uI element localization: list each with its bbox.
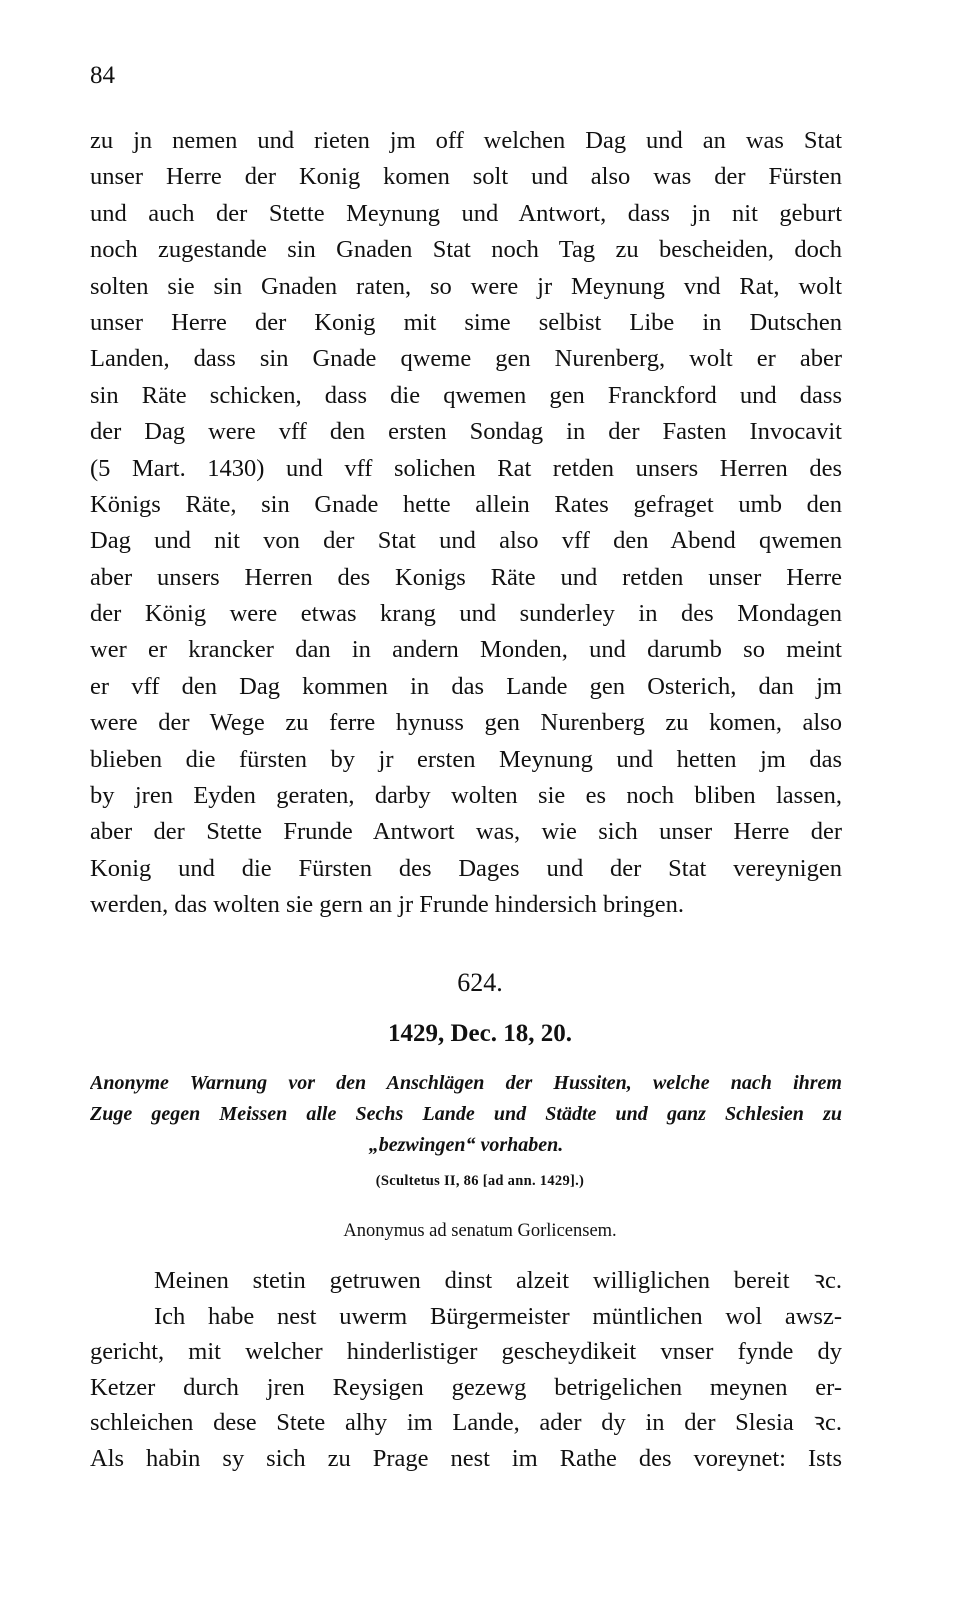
regest-line: Anonyme Warnung vor den Anschlägen der Hussiten, welche nach ihrem	[90, 1072, 842, 1094]
text-line: gericht, mit welcher hinderlistiger gescheydikeit vnser fynde dy	[90, 1338, 842, 1365]
document-date: 1429, Dec. 18, 20.	[388, 1020, 572, 1047]
text-line: Konig und die Fürsten des Dages und der Stat vereynigen	[90, 854, 842, 882]
document-number: 624.	[457, 968, 503, 997]
text-line: schleichen dese Stete alhy im Lande, ader dy in der Slesia ꝛc.	[90, 1409, 842, 1436]
text-line: were der Wege zu ferre hynuss gen Nurenberg zu komen, also	[90, 709, 842, 737]
text-line: aber der Stette Frunde Antwort was, wie sich unser Herre der	[90, 818, 842, 846]
text-line: (5 Mart. 1430) und vff solichen Rat retden unsers Herren des	[90, 454, 842, 482]
text-line: Als habin sy sich zu Prage nest im Rathe des voreynet: Ists	[90, 1444, 842, 1472]
page-number: 84	[90, 62, 115, 89]
document-regest	[90, 1068, 842, 1161]
letter-body	[90, 1263, 842, 1476]
text-line: er vff den Dag kommen in das Lande gen Osterich, dan jm	[90, 672, 842, 700]
letter-heading: Anonymus ad senatum Gorlicensem.	[343, 1221, 617, 1241]
text-line: Königs Räte, sin Gnade hette allein Rates gefraget umb den	[90, 490, 842, 518]
text-line: noch zugestande sin Gnaden Stat noch Tag zu bescheiden, doch	[90, 236, 842, 264]
text-line: blieben die fürsten by jr ersten Meynung und hetten jm das	[90, 745, 842, 773]
text-line: zu jn nemen und rieten jm off welchen Dag und an was Stat	[90, 127, 842, 154]
text-line: Landen, dass sin Gnade qweme gen Nurenberg, wolt er aber	[90, 345, 842, 373]
text-line: wer er krancker dan in andern Monden, und darumb so meint	[90, 636, 842, 664]
text-line: werden, das wolten sie gern an jr Frunde hindersich bringen.	[90, 891, 684, 919]
text-line: by jren Eyden geraten, darby wolten sie es noch bliben lassen,	[90, 782, 842, 810]
source-citation: (Scultetus II, 86 [ad ann. 1429].)	[375, 1173, 585, 1189]
text-line: unser Herre der Konig mit sime selbist Libe in Dutschen	[90, 308, 842, 336]
text-line: sin Räte schicken, dass die qwemen gen Franckford und dass	[90, 381, 842, 409]
previous-document-text	[90, 123, 842, 924]
text-line: aber unsers Herren des Konigs Räte und retden unser Herre	[90, 563, 842, 591]
text-line: der König were etwas krang und sunderley in des Mondagen	[90, 600, 842, 628]
text-line: Meinen stetin getruwen dinst alzeit williglichen bereit ꝛc.	[154, 1267, 842, 1294]
regest-line: Zuge gegen Meissen alle Sechs Lande und Städte und ganz Schlesien zu	[90, 1103, 842, 1125]
text-line: der Dag were vff den ersten Sondag in der Fasten Invocavit	[90, 418, 842, 446]
text-line: unser Herre der Konig komen solt und also was der Fürsten	[90, 163, 842, 191]
text-line: Ketzer durch jren Reysigen gezewg betrigelichen meynen er-	[90, 1373, 842, 1401]
regest-line: „bezwingen“ vorhaben.	[368, 1134, 564, 1156]
text-line: Ich habe nest uwerm Bürgermeister müntlichen wol awsz-	[154, 1302, 842, 1330]
text-line: solten sie sin Gnaden raten, so were jr Meynung vnd Rat, wolt	[90, 272, 842, 300]
text-line: Dag und nit von der Stat und also vff den Abend qwemen	[90, 527, 842, 555]
text-line: und auch der Stette Meynung und Antwort, dass jn nit geburt	[90, 199, 842, 227]
